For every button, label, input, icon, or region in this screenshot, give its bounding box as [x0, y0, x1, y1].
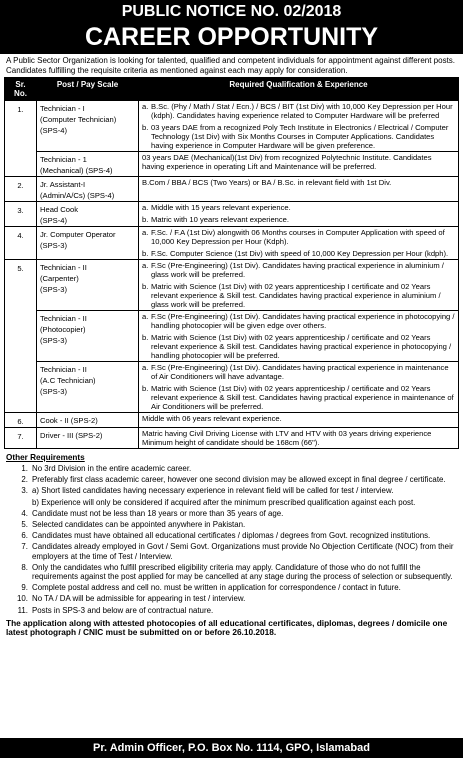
post-cell: [37, 362, 139, 413]
requirement-number: 5.: [21, 520, 28, 530]
requirement-text: Preferably first class academic career, however one second division may be allowed except in final degree / certificate.: [32, 475, 446, 485]
table-row: [5, 260, 459, 311]
qualification-text: Matric having Civil Driving License with LTV and HTV with 03 years driving experience Minimum height of candidate should be 168cm (66").: [142, 429, 432, 447]
qualification-cell: [139, 101, 459, 152]
qualification-item: [142, 363, 455, 381]
requirement-item: [10, 498, 457, 507]
requirement-text: Posts in SPS-3 and below are of contractual nature.: [32, 605, 214, 615]
qualification-item: [142, 384, 455, 411]
qualification-text: Middle with 15 years relevant experience.: [151, 203, 291, 212]
requirement-number: 8.: [21, 562, 28, 572]
table-row: [5, 177, 459, 202]
qualification-text: F.Sc (Pre-Engineering) (1st Div). Candidates having practical experience in photocopying / handling photocopier will be given edge over others.: [151, 312, 455, 330]
requirement-item: [10, 464, 457, 473]
closing-instructions: The application along with attested photocopies of all educational certificates, diplomas, degrees / domicile one latest photograph / CNIC must be submitted on or before 26.10.2018.: [6, 617, 448, 638]
requirement-item: [10, 606, 457, 615]
post-cell: [37, 152, 139, 177]
requirement-item: [10, 542, 457, 560]
post-title: Jr. Computer Operator: [40, 230, 116, 239]
qualification-marker: b.: [142, 123, 149, 132]
post-subtitle: (Carpenter): [40, 274, 79, 283]
qualification-text: Matric with Science (1st Div) with 02 years apprenticeship / certificate and 02 Years relevant experience & Skill test. Candidates having practical experience in maintenance of Air Conditioners will be preferred.: [151, 384, 454, 411]
qualification-marker: b.: [142, 384, 149, 393]
qualification-cell: [139, 362, 459, 413]
pay-scale: (SPS-4): [40, 126, 68, 135]
qualification-cell: [139, 152, 459, 177]
requirement-item: [10, 563, 457, 581]
table-header-row: [5, 78, 459, 101]
qualification-item: [142, 123, 455, 150]
post-title: Head Cook: [40, 205, 78, 214]
positions-table-body: [5, 101, 459, 449]
row-number: 6.: [5, 413, 37, 428]
requirement-number: 7.: [21, 542, 28, 552]
requirement-text: No 3rd Division in the entire academic career.: [32, 464, 192, 473]
requirement-number: 6.: [21, 531, 28, 541]
qualification-item: [142, 249, 455, 258]
post-cell: [37, 413, 139, 428]
requirement-number: 2.: [21, 475, 28, 485]
table-row: [5, 101, 459, 152]
post-subtitle: (SPS-3): [40, 241, 68, 250]
qualification-text: F.Sc (Pre-Engineering) (1st Div). Candidates having practical experience in maintenance of Air Conditioners will have advantage.: [151, 363, 449, 381]
requirement-text: Complete postal address and cell no. must be written in application for correspondence / contact in future.: [32, 583, 401, 593]
row-number: 5.: [5, 260, 37, 413]
qualification-item: [142, 102, 455, 120]
column-header-sr: Sr. No.: [5, 78, 37, 101]
qualification-cell: [139, 202, 459, 227]
qualification-marker: a.: [142, 363, 149, 372]
requirement-item: [10, 486, 457, 495]
requirement-text: b) Experience will only be considered if acquired after the minimum prescribed qualification against each post.: [32, 497, 416, 507]
requirement-number: 1.: [21, 464, 28, 473]
qualification-text: 03 years DAE (Mechanical)(1st Div) from recognized Polytechnic Institute. Candidates having experience in operating Lift and Maintenance will be preferred.: [142, 153, 432, 171]
pay-scale: (SPS-3): [40, 285, 68, 294]
post-title: Technician - II: [40, 314, 87, 323]
qualification-marker: b.: [142, 215, 149, 224]
requirement-text: Only the candidates who fulfill prescribed eligibility criteria may apply. Candidature of those who do not fulfill the requirements against the post applied for may be cancelled at any stage during the process of selection or subsequently.: [32, 562, 453, 582]
table-row: [5, 311, 459, 362]
intro-text: A Public Sector Organization is looking for talented, qualified and competent individuals for appointment against different posts. Candidates fulfilling the requisite criteria as mentioned against each may apply for consideration.: [6, 56, 456, 75]
qualification-item: [142, 178, 455, 187]
requirement-item: [10, 583, 457, 592]
qualification-cell: [139, 428, 459, 449]
requirement-text: No TA / DA will be admissible for appearing in test / interview.: [32, 594, 246, 604]
column-header-post: Post / Pay Scale: [37, 78, 139, 101]
requirement-item: [10, 475, 457, 484]
qualification-text: F.Sc (Pre-Engineering) (1st Div). Candidates having practical experience in aluminium / glass work will be preferred.: [151, 261, 444, 279]
row-number: 1.: [5, 101, 37, 177]
qualification-marker: a.: [142, 261, 149, 270]
qualification-cell: [139, 311, 459, 362]
post-cell: [37, 227, 139, 260]
requirement-item: [10, 520, 457, 529]
requirement-text: Candidates already employed in Govt / Semi Govt. Organizations must provide No Objection Certificate (NOC) from their employers at the time of Test / Interview.: [32, 542, 454, 561]
requirement-text: a) Short listed candidates having necessary experience in relevant field will be called for test / interview.: [32, 486, 394, 496]
qualification-text: F.Sc. / F.A (1st Div) alongwith 06 Months courses in Computer Application with speed of 10,000 Key Depression per Hour (Kdph).: [151, 228, 445, 246]
qualification-text: B.Sc. (Phy / Math / Stat / Ecn.) / BCS / BIT (1st Div) with 10,000 Key Depression per Hour (kdph). Candidates having experience related to Computer Hardware will be preferred: [151, 102, 453, 120]
post-title: Driver - III (SPS-2): [40, 431, 103, 440]
requirement-text: Candidate must not be less than 18 years or more than 35 years of age.: [32, 508, 284, 518]
qualification-marker: a.: [142, 102, 149, 111]
qualification-marker: a.: [142, 203, 149, 212]
qualification-cell: [139, 177, 459, 202]
table-row: [5, 413, 459, 428]
qualification-marker: b.: [142, 282, 149, 291]
qualification-item: [142, 261, 455, 279]
qualification-text: Matric with Science (1st Div) with 02 years apprenticeship / certificate and 02 Years relevant experience & Skill test. Candidates having practical experience in photocopying / handling photocopier will be preferred.: [151, 333, 452, 360]
row-number: 3.: [5, 202, 37, 227]
qualification-item: [142, 312, 455, 330]
table-row: [5, 362, 459, 413]
qualification-marker: a.: [142, 228, 149, 237]
post-cell: [37, 177, 139, 202]
qualification-item: [142, 282, 455, 309]
qualification-cell: [139, 413, 459, 428]
qualification-text: Middle with 06 years relevant experience.: [142, 414, 282, 423]
qualification-text: 03 years DAE from a recognized Poly Tech Institute in Electronics / Electrical / Computer Technology (1st Div) with Six Months Courses in Computer Applications. Candidates having experience in Computer Hardware will be given preference.: [151, 123, 449, 150]
qualification-cell: [139, 260, 459, 311]
qualification-item: [142, 333, 455, 360]
requirement-text: Candidates must have obtained all educational certificates / diplomas / degrees from Govt. recognized institutions.: [32, 531, 431, 541]
qualification-item: [142, 153, 455, 171]
post-subtitle: (A.C Technician): [40, 376, 96, 385]
post-subtitle: (SPS-4): [40, 216, 68, 225]
post-title: Technician - II: [40, 365, 87, 374]
post-subtitle: (Computer Technician): [40, 115, 117, 124]
table-row: [5, 152, 459, 177]
table-row: [5, 428, 459, 449]
post-title: Technician - I: [40, 104, 85, 113]
table-row: [5, 202, 459, 227]
page-title: CAREER OPPORTUNITY: [0, 23, 463, 54]
requirement-number: 4.: [21, 508, 28, 518]
qualification-text: Matric with Science (1st Div) with 02 years apprenticeship I certificate and 02 Years relevant experience & Skill test. Candidates having practical experience in aluminium / glass work will be preferred.: [151, 282, 441, 309]
post-title: Technician - 1: [40, 155, 87, 164]
requirement-number: 10.: [17, 594, 28, 604]
qualification-item: [142, 429, 455, 447]
post-cell: [37, 202, 139, 227]
post-cell: [37, 101, 139, 152]
qualification-marker: a.: [142, 312, 149, 321]
qualification-item: [142, 215, 455, 224]
requirement-item: [10, 509, 457, 518]
pay-scale: (SPS-3): [40, 336, 68, 345]
row-number: 7.: [5, 428, 37, 449]
qualification-cell: [139, 227, 459, 260]
post-title: Jr. Assistant-I: [40, 180, 86, 189]
requirement-number: [10, 498, 32, 507]
notice-number: PUBLIC NOTICE NO. 02/2018: [0, 0, 463, 23]
requirement-number: 9.: [21, 583, 28, 593]
other-requirements-list: [10, 464, 457, 615]
row-number: 4.: [5, 227, 37, 260]
pay-scale: (SPS-3): [40, 387, 68, 396]
requirement-number: 11.: [17, 605, 28, 615]
row-number: 2.: [5, 177, 37, 202]
other-requirements-heading: Other Requirements: [6, 453, 85, 462]
qualification-item: [142, 228, 455, 246]
footer-address: Pr. Admin Officer, P.O. Box No. 1114, GPO, Islamabad: [0, 738, 463, 758]
requirement-number: 3.: [21, 486, 28, 496]
qualification-text: Matric with 10 years relevant experience.: [151, 215, 290, 224]
qualification-marker: b.: [142, 249, 149, 258]
post-cell: [37, 428, 139, 449]
qualification-text: B.Com / BBA / BCS (Two Years) or BA / B.Sc. in relevant field with 1st Div.: [142, 178, 392, 187]
qualification-text: F.Sc. Computer Science (1st Div) with speed of 10,000 Key Depression per Hour (kdph).: [151, 249, 449, 258]
post-cell: [37, 260, 139, 311]
qualification-item: [142, 414, 455, 423]
post-subtitle: (Photocopier): [40, 325, 86, 334]
table-row: [5, 227, 459, 260]
qualification-marker: b.: [142, 333, 149, 342]
column-header-qualification: Required Qualification & Experience: [139, 78, 459, 101]
positions-table: [4, 77, 459, 449]
post-title: Technician - II: [40, 263, 87, 272]
requirement-text: Selected candidates can be appointed anywhere in Pakistan.: [32, 520, 246, 530]
post-subtitle: (Mechanical) (SPS-4): [40, 166, 113, 175]
post-cell: [37, 311, 139, 362]
requirement-item: [10, 531, 457, 540]
post-subtitle: (Admin/A/Cs) (SPS-4): [40, 191, 115, 200]
qualification-item: [142, 203, 455, 212]
post-title: Cook - II (SPS-2): [40, 416, 98, 425]
requirement-item: [10, 594, 457, 603]
